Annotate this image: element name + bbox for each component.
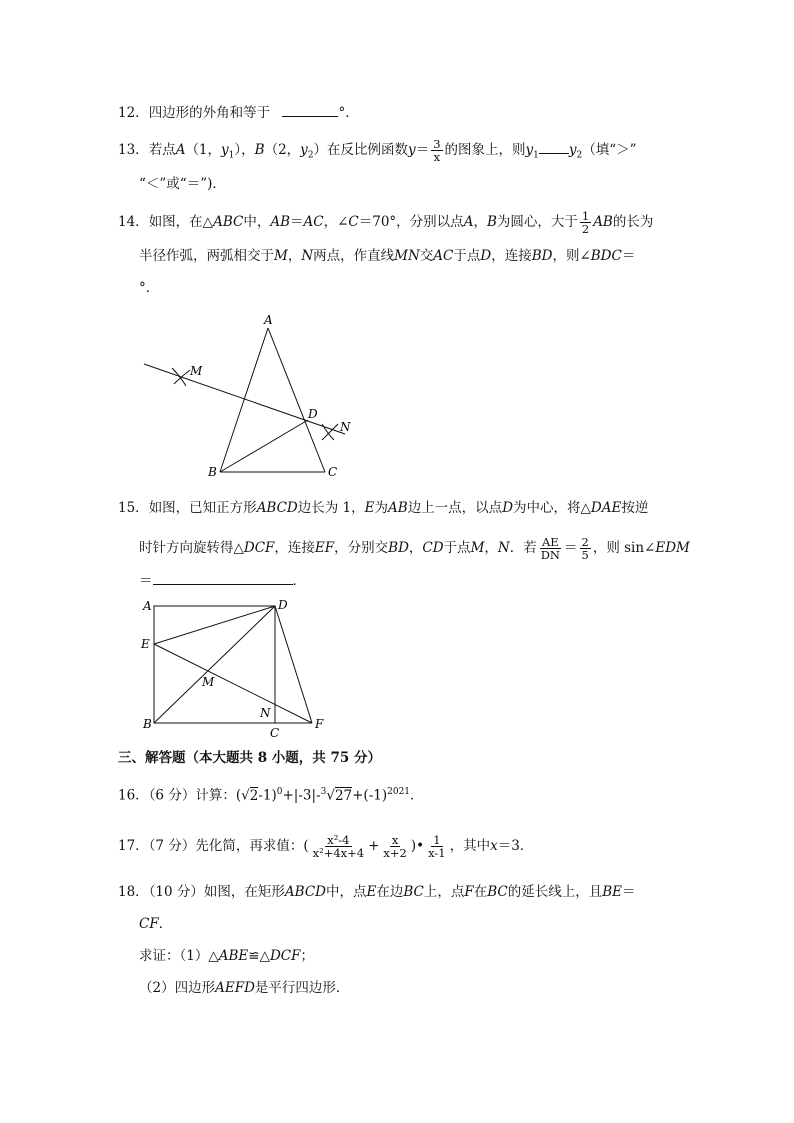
label-a: A xyxy=(264,313,273,327)
segment-ed xyxy=(154,606,275,644)
fraction-3: $\frac{1}{x-1}$ xyxy=(428,833,446,860)
question-18-proof-1: 求证：（1）△ABE≌△DCF； xyxy=(139,948,314,964)
figure-square-abcd xyxy=(140,596,340,738)
fraction-2: $\frac{x}{x+2}$ xyxy=(383,833,407,860)
question-18-line2: CF． xyxy=(139,916,173,932)
segment-df xyxy=(275,606,312,723)
segment-ef xyxy=(154,644,312,723)
question-18: 18．（10 分）如图，在矩形ABCD中，点E在边BC上，点F在BC的延长线上，且BE＝ xyxy=(118,884,636,900)
answer-blank xyxy=(282,102,338,117)
section-title: 三、解答题（本大题共 8 小题，共 75 分） xyxy=(118,750,381,766)
answer-blank xyxy=(539,139,569,154)
label-n: N xyxy=(340,420,351,434)
question-14: 14．如图，在△ABC中，AB＝AC，∠C＝70°，分别以点A，B为圆心，大于 $\frac{1}{2}$ AB的长为 xyxy=(118,209,654,236)
question-16: 16．（6 分）计算：$(√2-1)^0+|-3|-^3√27+(-1)^{2021}$． xyxy=(118,787,424,804)
diagonal-bd xyxy=(154,606,275,723)
question-15: 15．如图，已知正方形ABCD边长为 1，E为AB边上一点，以点D为中心，将△DAE按逆 xyxy=(118,500,649,516)
segment-bd xyxy=(220,420,308,472)
side-ab xyxy=(220,328,268,472)
label-b: B xyxy=(208,465,217,479)
side-ac xyxy=(268,328,325,472)
fraction-2-over-5: $\frac{2}{5}$ xyxy=(581,535,589,562)
label-m: M xyxy=(202,675,215,689)
question-13: 13．若点A（1，$y_1$），B（2，$y_2$）在反比例函数y＝ $\frac{3}{x}$ 的图象上，则$y_1$ $y_2$（填“＞” xyxy=(118,137,637,164)
label-n: N xyxy=(260,706,271,720)
question-14-line3: °． xyxy=(139,280,160,296)
question-14-line2: 半径作弧，两弧相交于M，N两点，作直线MN交AC于点D，连接BD，则∠BDC＝ xyxy=(139,248,636,264)
question-15-line2: 时针方向旋转得△DCF，连接EF，分别交BD，CD于点M，N．若 $\frac{AE}{DN}$ ＝ $\frac{2}{5}$ ，则 sin∠EDM xyxy=(139,535,690,562)
label-d: D xyxy=(308,407,318,421)
label-c: C xyxy=(270,726,280,738)
fraction-ae-over-dn: $\frac{AE}{DN}$ xyxy=(540,535,560,562)
figure-triangle-abc xyxy=(140,312,370,482)
line-mn xyxy=(144,364,345,434)
answer-blank xyxy=(153,570,293,585)
fraction-1-over-2: $\frac{1}{2}$ xyxy=(581,209,590,236)
fraction-1: $\frac{\text{x²-4}}{\text{x²+4x+4}}$ xyxy=(312,833,365,860)
label-a: A xyxy=(143,599,152,613)
question-13-line2: “＜”或“＝”)． xyxy=(139,176,226,192)
label-c: C xyxy=(328,465,338,479)
question-12: 12．四边形的外角和等于 °． xyxy=(118,102,359,123)
label-d: D xyxy=(278,598,288,612)
question-17: 17．（7 分）先化简，再求值：( $\frac{\text{x²-4}}{\text{x²+4x+4}}$ + $\frac{x}{x+2}$ )• $\frac{1}{x-1}$ ，其中x＝3． xyxy=(118,833,534,860)
label-b: B xyxy=(143,717,152,731)
label-m: M xyxy=(190,364,203,378)
label-f: F xyxy=(315,717,324,731)
question-15-line3: ＝ ． xyxy=(139,570,306,591)
question-18-proof-2: （2）四边形AEFD是平行四边形． xyxy=(139,980,350,996)
label-e: E xyxy=(141,637,150,651)
fraction-3-over-x: $\frac{3}{x}$ xyxy=(433,137,441,164)
